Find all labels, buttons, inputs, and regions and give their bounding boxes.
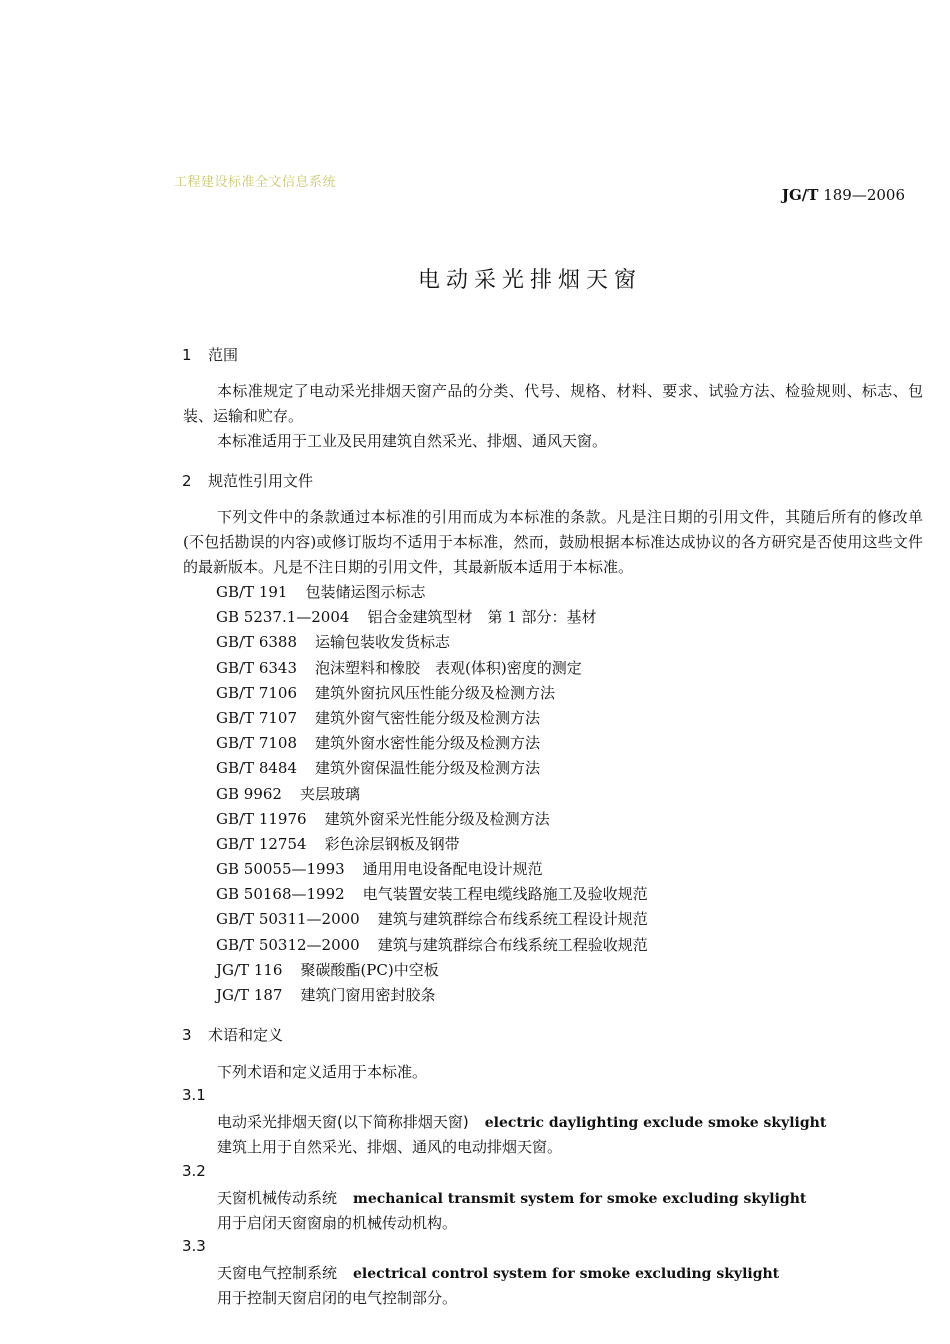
section-1-title: 范围: [208, 346, 239, 364]
reference-item: [216, 731, 648, 756]
watermark: 工程建设标准全文信息系统: [174, 175, 337, 190]
reference-code: GB 9962: [216, 784, 282, 803]
section-3-number: 3: [182, 1026, 192, 1044]
reference-code: GB/T 50311—2000: [216, 910, 360, 929]
term-3-3-number: 3.3: [182, 1237, 206, 1255]
term-3-1-en: electric daylighting exclude smoke skylight: [484, 1115, 827, 1131]
section-2-heading: [182, 470, 313, 491]
section-2-title: 规范性引用文件: [208, 472, 314, 490]
reference-code: GB/T 7107: [216, 708, 298, 727]
section-1-paragraph-1: 本标准规定了电动采光排烟天窗产品的分类、代号、规格、材料、要求、试验方法、检验规则、标志、包装、运输和贮存。: [183, 382, 923, 425]
reference-title: 建筑外窗抗风压性能分级及检测方法: [315, 683, 556, 702]
reference-title: 建筑与建筑群综合布线系统工程验收规范: [377, 935, 648, 954]
section-1-paragraph-2: 本标准适用于工业及民用建筑自然采光、排烟、通风天窗。: [217, 432, 608, 450]
reference-title: 运输包装收发货标志: [315, 633, 451, 652]
term-3-3: [217, 1262, 779, 1283]
reference-title: 建筑外窗气密性能分级及检测方法: [315, 708, 541, 727]
term-3-2-number: 3.2: [182, 1162, 206, 1180]
reference-item: [216, 580, 648, 605]
reference-title: 彩色涂层钢板及钢带: [324, 834, 460, 853]
section-1-heading: [182, 344, 238, 365]
section-1-number: 1: [182, 346, 192, 364]
standard-code-prefix: JG/T: [781, 186, 819, 204]
standard-code: [782, 186, 905, 204]
term-3-3-en: electrical control system for smoke excluding skylight: [353, 1266, 780, 1282]
term-3-3-definition: 用于控制天窗启闭的电气控制部分。: [217, 1289, 458, 1307]
reference-code: GB/T 6343: [216, 658, 298, 677]
reference-code: GB/T 7108: [216, 734, 298, 753]
term-3-2: [217, 1187, 806, 1208]
reference-item: [216, 882, 648, 907]
term-3-2-zh: 天窗机械传动系统: [217, 1189, 338, 1207]
reference-code: JG/T 187: [216, 986, 283, 1004]
reference-code: GB 50055—1993: [216, 860, 345, 879]
reference-item: [216, 656, 648, 681]
reference-title: 通用用电设备配电设计规范: [362, 860, 543, 879]
reference-code: JG/T 116: [216, 960, 283, 979]
reference-code: GB/T 12754: [216, 834, 307, 853]
standard-code-number: 189—2006: [823, 186, 905, 204]
section-3-title: 术语和定义: [208, 1026, 284, 1044]
reference-title: 聚碳酸酯(PC)中空板: [300, 960, 439, 979]
reference-item: [216, 630, 648, 655]
section-2-intro: 下列文件中的条款通过本标准的引用而成为本标准的条款。凡是注日期的引用文件，其随后所有的修改单(不包括勘误的内容)或修订版均不适用于本标准，然而，鼓励根据本标准达成协议的各方研究是否使用这些文件的最新版本。凡是不注日期的引用文件，其最新版本适用于本标准。: [183, 508, 923, 576]
reference-title: 包装储运图示标志: [305, 583, 426, 601]
reference-item: [216, 933, 648, 958]
reference-list: [216, 580, 648, 1008]
reference-item: [216, 605, 648, 630]
reference-item: [216, 857, 648, 882]
reference-title: 建筑外窗水密性能分级及检测方法: [315, 734, 541, 753]
term-3-3-zh: 天窗电气控制系统: [217, 1264, 338, 1282]
reference-title: 铝合金建筑型材 第 1 部分：基材: [367, 608, 597, 627]
reference-item: [216, 832, 648, 857]
reference-item: [216, 756, 648, 781]
term-3-1-number: 3.1: [182, 1086, 206, 1104]
reference-item: [216, 958, 648, 983]
reference-title: 夹层玻璃: [299, 784, 360, 803]
reference-code: GB/T 11976: [216, 809, 307, 828]
reference-code: GB 5237.1—2004: [216, 608, 350, 627]
reference-code: GB/T 191: [216, 583, 288, 601]
reference-code: GB/T 7106: [216, 683, 298, 702]
term-3-2-en: mechanical transmit system for smoke excluding skylight: [353, 1191, 807, 1207]
term-3-2-definition: 用于启闭天窗窗扇的机械传动机构。: [217, 1214, 458, 1232]
reference-title: 建筑门窗用密封胶条: [300, 986, 436, 1004]
reference-title: 建筑外窗采光性能分级及检测方法: [324, 809, 550, 828]
reference-item: [216, 706, 648, 731]
reference-code: GB/T 50312—2000: [216, 935, 360, 954]
term-3-1-zh: 电动采光排烟天窗(以下简称排烟天窗): [217, 1113, 469, 1131]
reference-title: 电气装置安装工程电缆线路施工及验收规范: [362, 885, 648, 904]
reference-item: [216, 681, 648, 706]
reference-item: [216, 907, 648, 932]
reference-item: [216, 807, 648, 832]
reference-code: GB/T 6388: [216, 633, 298, 652]
reference-code: GB/T 8484: [216, 759, 298, 778]
reference-title: 建筑外窗保温性能分级及检测方法: [315, 759, 541, 778]
reference-code: GB 50168—1992: [216, 885, 345, 904]
term-3-1-definition: 建筑上用于自然采光、排烟、通风的电动排烟天窗。: [217, 1138, 563, 1156]
section-3-intro: 下列术语和定义适用于本标准。: [217, 1063, 428, 1081]
reference-title: 建筑与建筑群综合布线系统工程设计规范: [377, 910, 648, 929]
section-3-heading: [182, 1024, 283, 1045]
reference-item: [216, 983, 648, 1008]
reference-title: 泡沫塑料和橡胶 表观(体积)密度的测定: [315, 658, 582, 677]
term-3-1: [217, 1111, 826, 1132]
section-2-number: 2: [182, 472, 192, 490]
reference-item: [216, 782, 648, 807]
document-title: 电动采光排烟天窗: [417, 268, 642, 293]
